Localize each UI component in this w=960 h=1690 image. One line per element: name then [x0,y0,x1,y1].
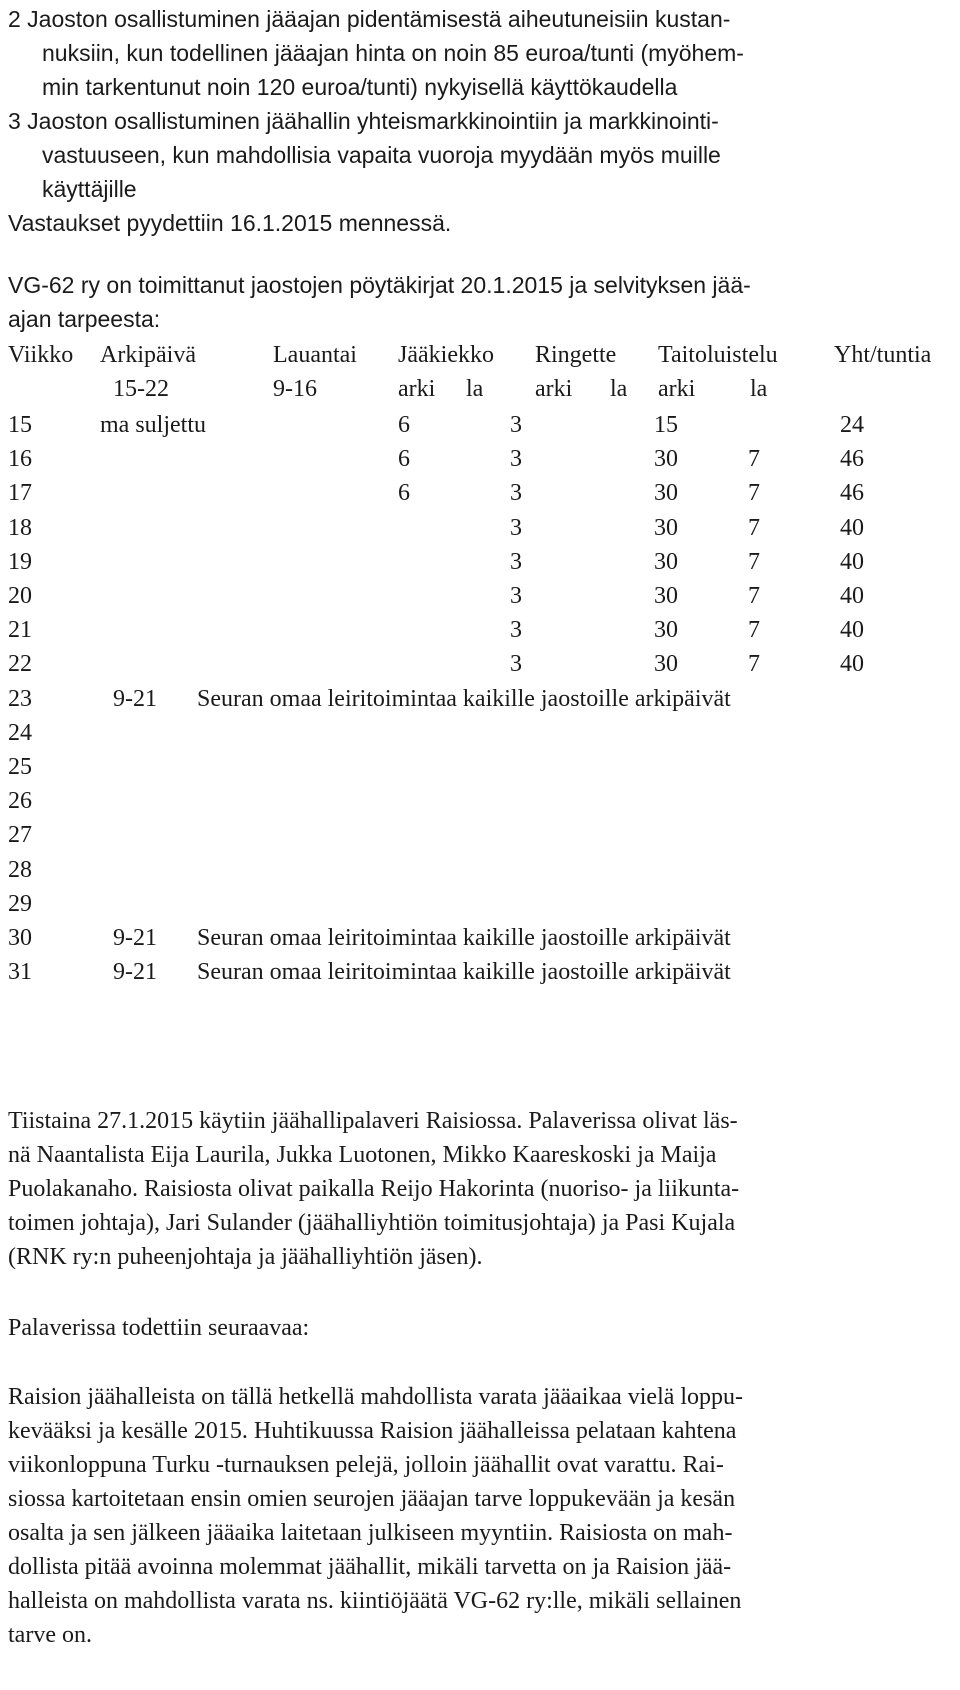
meeting-line: Tiistaina 27.1.2015 käytiin jäähallipalaveri Raisiossa. Palaverissa olivat läs- [8,1108,738,1134]
conclusion-line: dollista pitää avoinna molemmat jäähallit, mikäli tarvetta on ja Raision jää- [8,1554,732,1580]
meeting-heading: Palaverissa todettiin seuraavaa: [8,1315,310,1341]
table-cell: 3 [510,549,522,575]
week-number: 16 [8,446,32,472]
subheader: 9-16 [273,376,317,402]
table-cell: 6 [398,412,410,438]
table-cell: 40 [840,617,864,643]
meeting-line: nä Naantalista Eija Laurila, Jukka Luotonen, Mikko Kaareskoski ja Maija [8,1142,717,1168]
table-cell: 46 [840,446,864,472]
week-number: 23 [8,686,32,712]
conclusion-line: tarve on. [8,1622,92,1648]
table-cell: 46 [840,480,864,506]
table-cell: 30 [654,515,678,541]
intro-line: 3 Jaoston osallistuminen jäähallin yhteismarkkinointiin ja markkinointi- [8,108,719,134]
subheader: arki [658,376,696,402]
table-cell: 40 [840,549,864,575]
week-number: 27 [8,822,32,848]
subheader: la [466,376,484,402]
week-number: 15 [8,412,32,438]
conclusion-line: halleista on mahdollista varata ns. kiintiöjäätä VG-62 ry:lle, mikäli sellainen [8,1588,742,1614]
table-cell: ma suljettu [100,412,206,438]
table-cell: 6 [398,480,410,506]
header-viikko: Viikko [8,342,74,368]
table-cell: 7 [748,446,760,472]
table-cell: 30 [654,651,678,677]
week-number: 19 [8,549,32,575]
subheader: arki [398,376,436,402]
week-number: 29 [8,891,32,917]
meeting-line: Puolakanaho. Raisiosta olivat paikalla Reijo Hakorinta (nuoriso- ja liikunta- [8,1176,740,1202]
week-number: 30 [8,925,32,951]
table-cell: 3 [510,617,522,643]
intro-line: 2 Jaoston osallistuminen jääajan pidentämisestä aiheutuneisiin kustan- [8,6,731,32]
meeting-line: toimen johtaja), Jari Sulander (jäähalliyhtiön toimitusjohtaja) ja Pasi Kujala [8,1210,736,1236]
conclusion-line: osalta ja sen jälkeen jääaika laitetaan julkiseen myyntiin. Raisiosta on mah- [8,1520,733,1546]
table-cell: 40 [840,651,864,677]
table-cell: 7 [748,583,760,609]
table-cell: 7 [748,617,760,643]
intro-line: vastuuseen, kun mahdollisia vapaita vuoroja myydään myös muille [42,142,721,168]
table-cell: 40 [840,515,864,541]
table-cell: 24 [840,412,864,438]
intro-line: ajan tarpeesta: [8,306,161,332]
subheader: la [610,376,628,402]
conclusion-line: kevääksi ja kesälle 2015. Huhtikuussa Raision jäähalleissa pelataan kahtena [8,1418,737,1444]
table-cell: 30 [654,617,678,643]
intro-line: nuksiin, kun todellinen jääajan hinta on noin 85 euroa/tunti (myöhem- [42,40,744,66]
intro-line: min tarkentunut noin 120 euroa/tunti) nykyisellä käyttökaudella [42,74,678,100]
camp-hours: 9-21 [113,686,157,712]
camp-hours: 9-21 [113,959,157,985]
header-lauantai: Lauantai [273,342,357,368]
header-arkipaiva: Arkipäivä [100,342,196,368]
table-cell: 40 [840,583,864,609]
week-number: 28 [8,857,32,883]
week-number: 20 [8,583,32,609]
camp-text: Seuran omaa leiritoimintaa kaikille jaostoille arkipäivät [197,925,731,951]
week-number: 18 [8,515,32,541]
conclusion-line: Raision jäähalleista on tällä hetkellä mahdollista varata jääaikaa vielä loppu- [8,1384,744,1410]
header-ringette: Ringette [535,342,617,368]
week-number: 24 [8,720,32,746]
table-cell: 7 [748,480,760,506]
table-cell: 7 [748,651,760,677]
subheader: arki [535,376,573,402]
table-cell: 3 [510,480,522,506]
table-cell: 30 [654,549,678,575]
table-cell: 30 [654,480,678,506]
table-cell: 7 [748,549,760,575]
week-number: 22 [8,651,32,677]
subheader: la [750,376,768,402]
table-cell: 6 [398,446,410,472]
week-number: 31 [8,959,32,985]
conclusion-line: viikonloppuna Turku -turnauksen pelejä, jolloin jäähallit ovat varattu. Rai- [8,1452,724,1478]
week-number: 21 [8,617,32,643]
camp-text: Seuran omaa leiritoimintaa kaikille jaostoille arkipäivät [197,686,731,712]
meeting-line: (RNK ry:n puheenjohtaja ja jäähalliyhtiön jäsen). [8,1244,483,1270]
table-cell: 7 [748,515,760,541]
week-number: 25 [8,754,32,780]
camp-text: Seuran omaa leiritoimintaa kaikille jaostoille arkipäivät [197,959,731,985]
table-cell: 15 [654,412,678,438]
intro-line: VG-62 ry on toimittanut jaostojen pöytäkirjat 20.1.2015 ja selvityksen jää- [8,272,751,298]
header-jaakiekko: Jääkiekko [398,342,494,368]
table-cell: 3 [510,515,522,541]
camp-hours: 9-21 [113,925,157,951]
intro-line: Vastaukset pyydettiin 16.1.2015 mennessä. [8,210,452,236]
intro-line: käyttäjille [42,176,137,202]
conclusion-line: siossa kartoitetaan ensin omien seurojen jääajan tarve loppukevään ja kesän [8,1486,736,1512]
table-cell: 30 [654,583,678,609]
subheader: 15-22 [113,376,169,402]
table-cell: 3 [510,412,522,438]
week-number: 17 [8,480,32,506]
table-cell: 3 [510,651,522,677]
header-taitoluistelu: Taitoluistelu [658,342,778,368]
table-cell: 3 [510,446,522,472]
week-number: 26 [8,788,32,814]
table-cell: 30 [654,446,678,472]
table-cell: 3 [510,583,522,609]
header-yht-tuntia: Yht/tuntia [834,342,932,368]
